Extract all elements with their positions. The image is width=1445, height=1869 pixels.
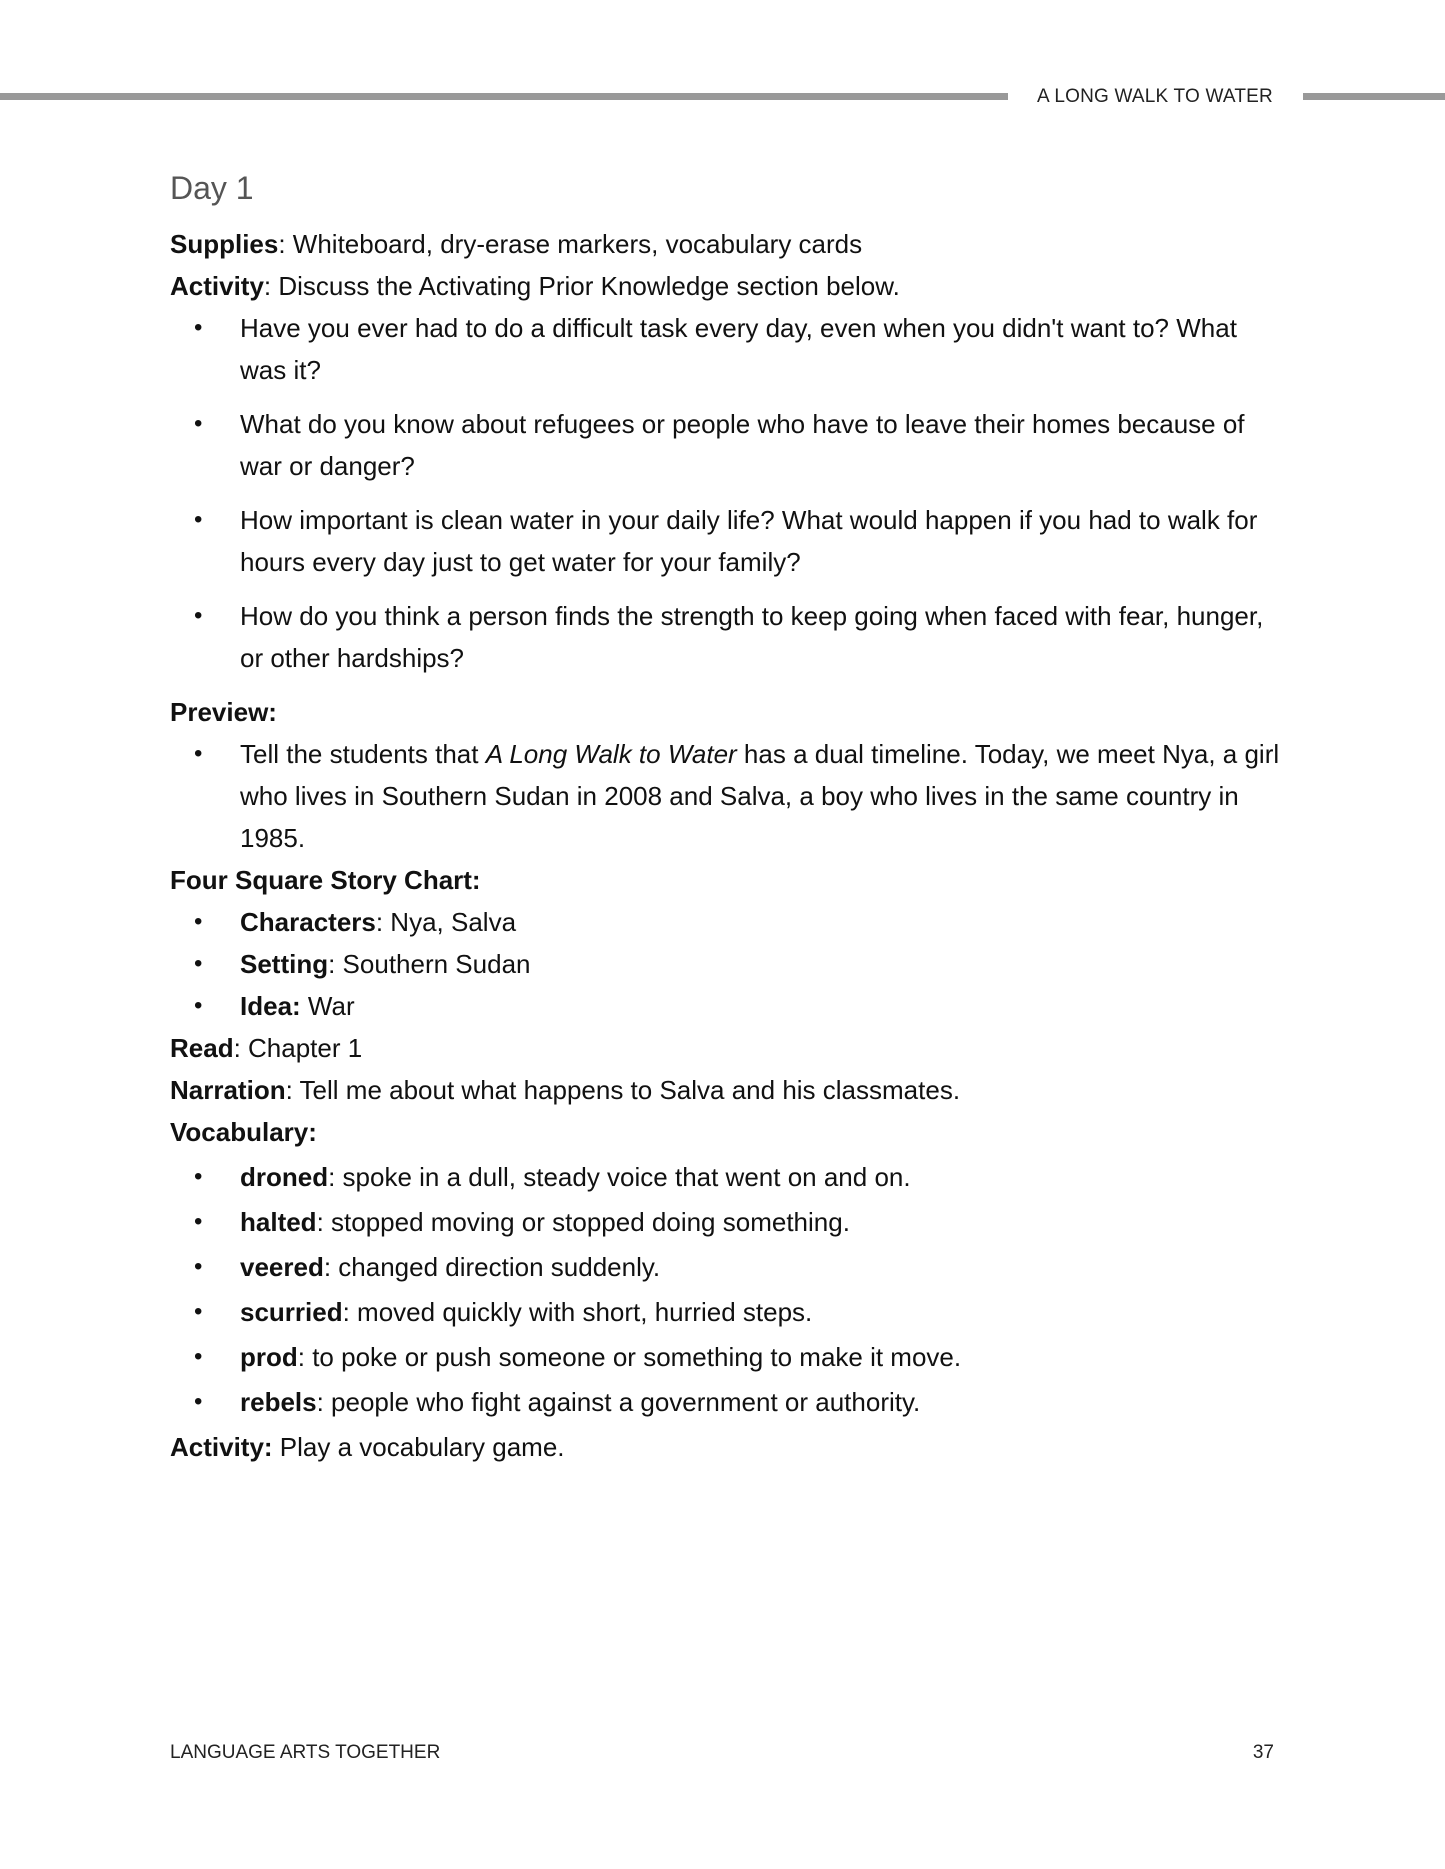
read-label: Read	[170, 1033, 234, 1063]
narration-text: : Tell me about what happens to Salva and his classmates.	[285, 1075, 961, 1105]
vocab-definition: : to poke or push someone or something to make it move.	[297, 1342, 962, 1372]
list-item	[170, 307, 1280, 391]
activity-game-text: Play a vocabulary game.	[272, 1432, 565, 1462]
bullet-icon: •	[194, 506, 203, 533]
read-line	[170, 1027, 1280, 1069]
list-item	[170, 1201, 1280, 1243]
list-item	[170, 985, 1280, 1027]
bullet-icon: •	[194, 992, 203, 1019]
supplies-line	[170, 223, 1280, 265]
read-text: : Chapter 1	[233, 1033, 363, 1063]
supplies-label: Supplies	[170, 229, 279, 259]
vocab-term: droned	[240, 1162, 329, 1192]
vocabulary-list	[170, 1156, 1280, 1423]
story-chart-label: Four Square Story Chart:	[170, 865, 481, 895]
list-item	[170, 499, 1280, 583]
list-item	[170, 1291, 1280, 1333]
list-item	[170, 1156, 1280, 1198]
bullet-icon: •	[194, 1343, 203, 1370]
footer-book-name: LANGUAGE ARTS TOGETHER	[170, 1742, 441, 1763]
page-number: 37	[1252, 1742, 1274, 1763]
list-item-text: Have you ever had to do a difficult task every day, even when you didn't want to? What was it?	[240, 313, 1237, 385]
narration-label: Narration	[170, 1075, 286, 1105]
bullet-icon: •	[194, 908, 203, 935]
list-item	[170, 403, 1280, 487]
story-text: : Nya, Salva	[375, 907, 517, 937]
book-title: A Long Walk to Water	[485, 739, 737, 769]
vocab-term: scurried	[240, 1297, 343, 1327]
list-item	[170, 1246, 1280, 1288]
activity-label: Activity	[170, 271, 264, 301]
vocab-term: halted	[240, 1207, 317, 1237]
story-term: Idea:	[240, 991, 301, 1021]
vocab-term: prod	[240, 1342, 298, 1372]
list-item-text: How important is clean water in your daily life? What would happen if you had to walk for hours every day just to get water for your family?	[240, 505, 1258, 577]
bullet-icon: •	[194, 1388, 203, 1415]
bullet-icon: •	[194, 1208, 203, 1235]
story-text: : Southern Sudan	[328, 949, 531, 979]
activity-game-line	[170, 1426, 1280, 1468]
activity-line	[170, 265, 1280, 307]
list-item	[170, 901, 1280, 943]
activity-game-label: Activity:	[170, 1432, 273, 1462]
list-item	[170, 1336, 1280, 1378]
story-chart-list	[170, 901, 1280, 1027]
supplies-text: : Whiteboard, dry-erase markers, vocabulary cards	[278, 229, 863, 259]
header-rule-left	[0, 93, 1008, 100]
vocabulary-label: Vocabulary:	[170, 1117, 317, 1147]
story-term: Characters	[240, 907, 376, 937]
bullet-icon: •	[194, 1253, 203, 1280]
vocab-definition: : moved quickly with short, hurried steps.	[342, 1297, 813, 1327]
vocab-definition: : people who fight against a government or authority.	[316, 1387, 921, 1417]
list-item	[170, 595, 1280, 679]
bullet-icon: •	[194, 314, 203, 341]
preview-label: Preview:	[170, 697, 277, 727]
story-term: Setting	[240, 949, 329, 979]
bullet-icon: •	[194, 740, 203, 767]
list-item	[170, 1381, 1280, 1423]
bullet-icon: •	[194, 602, 203, 629]
vocab-definition: : changed direction suddenly.	[323, 1252, 661, 1282]
bullet-icon: •	[194, 1163, 203, 1190]
narration-line	[170, 1069, 1280, 1111]
header-rule-right	[1303, 93, 1445, 100]
vocab-definition: : spoke in a dull, steady voice that went on and on.	[328, 1162, 911, 1192]
vocab-term: rebels	[240, 1387, 317, 1417]
preview-list	[170, 733, 1280, 859]
list-item-text: How do you think a person finds the strength to keep going when faced with fear, hunger, or other hardships?	[240, 601, 1264, 673]
activity-text: : Discuss the Activating Prior Knowledge section below.	[263, 271, 900, 301]
preview-text-before: Tell the students that	[240, 739, 486, 769]
page-content	[170, 165, 1280, 1468]
bullet-icon: •	[194, 950, 203, 977]
vocab-definition: : stopped moving or stopped doing something.	[316, 1207, 850, 1237]
prior-knowledge-list	[170, 307, 1280, 679]
section-title: Day 1	[170, 170, 254, 206]
vocab-term: veered	[240, 1252, 324, 1282]
list-item	[170, 943, 1280, 985]
bullet-icon: •	[194, 1298, 203, 1325]
bullet-icon: •	[194, 410, 203, 437]
list-item-text: What do you know about refugees or people who have to leave their homes because of war or danger?	[240, 409, 1245, 481]
story-text: War	[300, 991, 355, 1021]
running-title: A LONG WALK TO WATER	[1037, 86, 1273, 107]
list-item	[170, 733, 1280, 859]
preview-text-after: has a dual timeline. Today, we meet Nya, a girl who lives in Southern Sudan in 2008 and Salva, a boy who lives in the same country in 1985.	[240, 739, 1280, 853]
